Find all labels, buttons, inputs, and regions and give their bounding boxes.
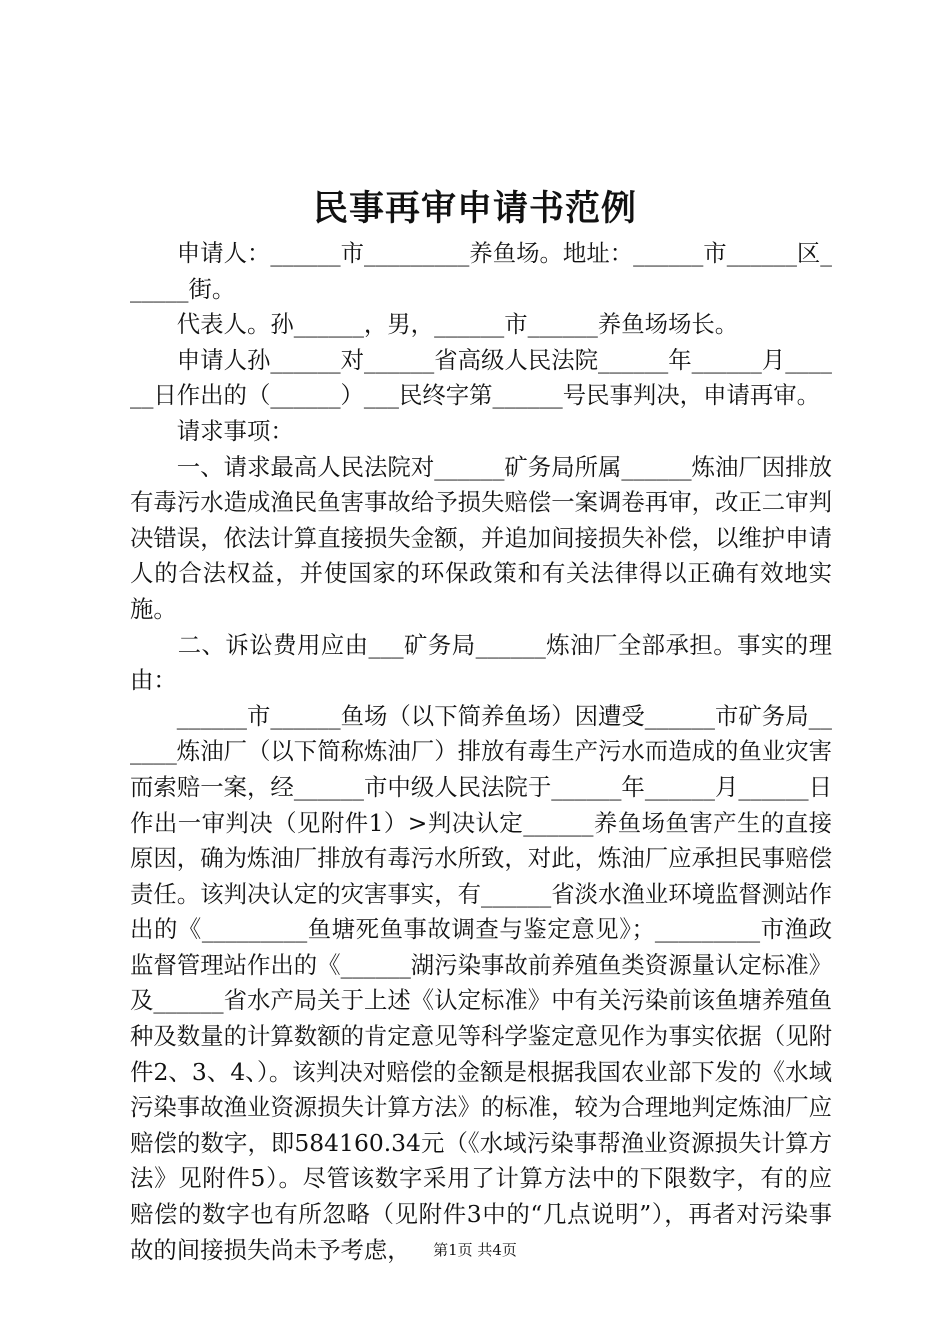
- page-number: 第1页 共4页: [433, 1241, 517, 1259]
- paragraph-application: 申请人孙______对______省高级人民法院______年______月______日作出的（______）___民终字第______号民事判决，申请再审。: [130, 345, 832, 410]
- paragraph-request-heading: 请求事项：: [130, 416, 294, 445]
- document-title: 民事再审申请书范例: [312, 188, 637, 229]
- paragraph-request-one: 一、请求最高人民法院对______矿务局所属______炼油厂因排放有毒污水造成渔民鱼害事故给予损失赔偿一案调卷再审，改正二审判决错误，依法计算直接损失金额，并追加间接损失补偿，以维护申请人的合法权益，并使国家的环保政策和有关法律得以正确有效地实施。: [130, 452, 832, 623]
- paragraph-facts: ______市______鱼场（以下简养鱼场）因遭受______市矿务局______炼油厂（以下简称炼油厂）排放有毒生产污水而造成的鱼业灾害而索赔一案，经______市中级人民法院于______年______月______日作出一审判决（见附件1）>判决认定______养鱼场鱼害产生的直接原因，确为炼油厂排放有毒污水所致，对此，炼油厂应承担民事赔偿责任。该判决认定的灾害事实，有______省淡水渔业环境监督测站作出的《_________鱼塘死鱼事故调查与鉴定意见》；_________市渔政监督管理站作出的《______湖污染事故前养殖鱼类资源量认定标准》及______省水产局关于上述《认定标准》中有关污染前该鱼塘养殖鱼种及数量的计算数额的肯定意见等科学鉴定意见作为事实依据（见附件2、3、4、）。该判决对赔偿的金额是根据我国农业部下发的《水域污染事故渔业资源损失计算方法》的标准，较为合理地判定炼油厂应赔偿的数字，即584160.34元（《水域污染事帮渔业资源损失计算方法》见附件5）。尽管该数字采用了计算方法中的下限数字，有的应赔偿的数字也有所忽略（见附件3中的“几点说明”），再者对污染事故的间接损失尚未予考虑，: [130, 701, 832, 1264]
- document-body: [130, 236, 832, 1268]
- paragraph-representative: 代表人。孙______，男，______市______养鱼场场长。: [130, 310, 739, 339]
- paragraph-request-two: 二、诉讼费用应由___矿务局______炼油厂全部承担。事实的理由：: [130, 630, 832, 695]
- paragraph-applicant: 申请人：______市_________养鱼场。地址：______市______区______街。: [130, 239, 832, 303]
